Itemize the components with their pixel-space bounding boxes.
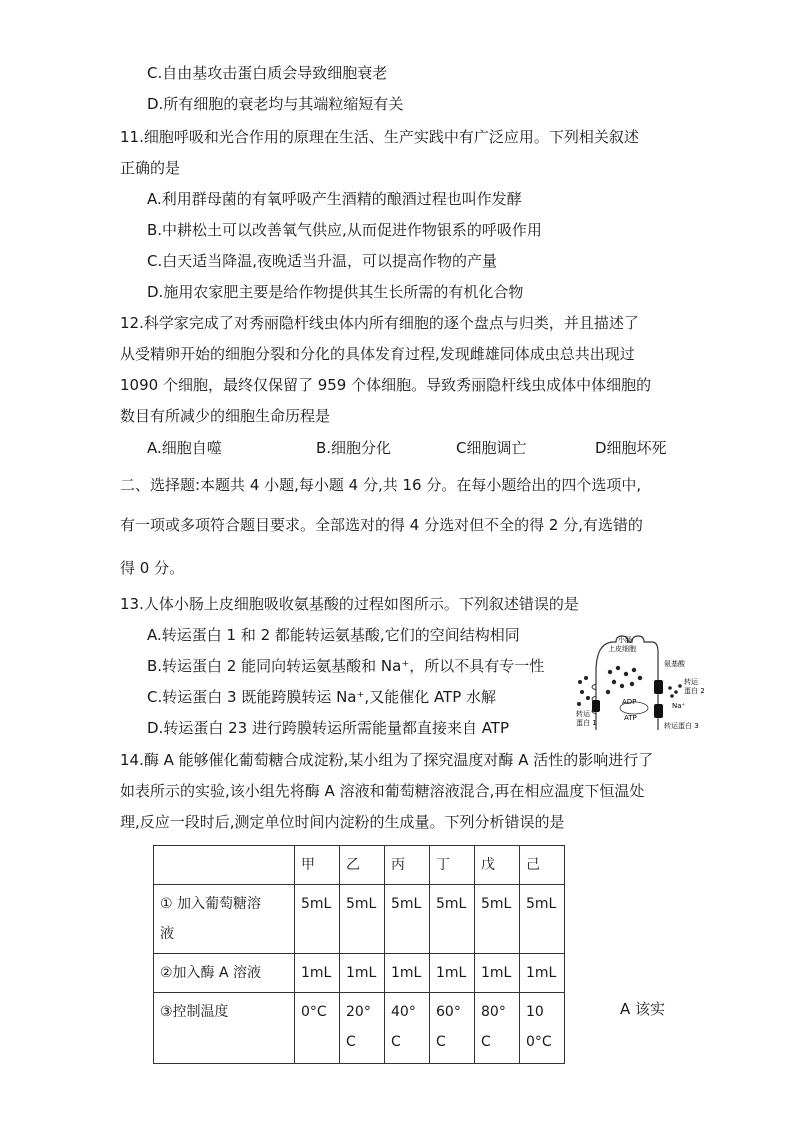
table-cell: 5mL <box>295 885 340 954</box>
table-header-cell: 丁 <box>430 846 475 885</box>
label-t2-2: 蛋白 2 <box>684 687 705 695</box>
label-atp: ATP <box>624 714 637 722</box>
q14-side-note: A 该实 <box>620 1000 666 1018</box>
particles-inside <box>606 666 642 694</box>
table-row <box>154 885 565 954</box>
row-label-line: ① 加入葡萄糖溶 <box>160 896 262 912</box>
label-adp: ADP <box>622 698 637 706</box>
section2-line3: 得 0 分。 <box>120 559 185 577</box>
table-cell: 5mL <box>340 885 385 954</box>
transporter-1 <box>592 700 600 712</box>
table-cell: 1mL <box>430 954 475 993</box>
q13-stem: 13.人体小肠上皮细胞吸收氨基酸的过程如图所示。下列叙述错误的是 <box>120 595 579 613</box>
table-cell: 0°C <box>295 993 340 1064</box>
table-row-label: ③控制温度 <box>154 993 295 1064</box>
row-label-line: 液 <box>160 926 174 942</box>
table-header-cell <box>154 846 295 885</box>
section2-line2: 有一项或多项符合题目要求。全部选对的得 4 分选对但不全的得 2 分,有选错的 <box>120 516 643 534</box>
particles-right <box>668 684 682 698</box>
q13-option-b: B.转运蛋白 2 能同向转运氨基酸和 Na⁺，所以不具有专一性 <box>147 657 545 675</box>
label-cell-2: 上皮细胞 <box>608 645 636 653</box>
table-header-row <box>154 846 565 885</box>
section2-line1: 二、选择题:本题共 4 小题,每小题 4 分,共 16 分。在每小题给出的四个选项中, <box>120 476 642 494</box>
particles-left <box>577 676 590 706</box>
q11-option-a: A.利用群母菌的有氧呼吸产生酒精的酿酒过程也叫作发酵 <box>147 190 522 208</box>
table-row-label: ②加入酶 A 溶液 <box>154 954 295 993</box>
table-header-cell: 丙 <box>385 846 430 885</box>
table-cell: 1mL <box>340 954 385 993</box>
q12-option-d: D细胞坏死 <box>595 439 667 457</box>
transporter-2 <box>654 680 663 694</box>
table-cell: 5mL <box>475 885 520 954</box>
q12-stem-line4: 数目有所减少的细胞生命历程是 <box>120 407 331 425</box>
table-cell: 5mL <box>385 885 430 954</box>
table-header-cell: 甲 <box>295 846 340 885</box>
label-t1-1: 转运 <box>576 710 590 718</box>
table-cell: 5mL <box>430 885 475 954</box>
q10-option-c: C.自由基攻击蛋白质会导致细胞衰老 <box>147 64 388 82</box>
q13-option-d: D.转运蛋白 23 进行跨膜转运所需能量都直接来自 ATP <box>147 719 510 737</box>
table-header-cell: 乙 <box>340 846 385 885</box>
table-cell: 60°C <box>430 993 475 1064</box>
q12-option-c: C细胞调亡 <box>456 439 527 457</box>
q14-stem-line3: 理,反应一段时后,测定单位时间内淀粉的生成量。下列分析错误的是 <box>120 813 565 831</box>
transport-diagram <box>574 632 714 732</box>
table-header-cell: 戊 <box>475 846 520 885</box>
q12-stem-line3: 1090 个细胞，最终仅保留了 959 个体细胞。导致秀丽隐杆线虫成体中体细胞的 <box>120 376 652 394</box>
q11-option-d: D.施用农家肥主要是给作物提供其生长所需的有机化合物 <box>147 283 524 301</box>
q13-option-c: C.转运蛋白 3 既能跨膜转运 Na⁺,又能催化 ATP 水解 <box>147 688 497 706</box>
label-na: Na⁺ <box>672 702 686 710</box>
label-amino: 氨基酸 <box>664 660 685 668</box>
q12-option-a: A.细胞自噬 <box>147 439 222 457</box>
label-t3: 转运蛋白 3 <box>664 722 699 730</box>
label-cell-1: 小肠 <box>618 636 632 644</box>
table-cell: 100°C <box>520 993 565 1064</box>
q10-option-d: D.所有细胞的衰老均与其端粒缩短有关 <box>147 95 404 113</box>
table-cell: 1mL <box>385 954 430 993</box>
table-cell: 1mL <box>475 954 520 993</box>
q11-stem-line2: 正确的是 <box>120 159 181 177</box>
table-cell: 40°C <box>385 993 430 1064</box>
q12-option-b: B.细胞分化 <box>316 439 392 457</box>
q14-stem-line1: 14.酶 A 能够催化葡萄糖合成淀粉,某小组为了探究温度对酶 A 活性的影响进行了 <box>120 751 654 769</box>
table-row <box>154 993 565 1064</box>
table-cell: 1mL <box>295 954 340 993</box>
label-t1-2: 蛋白 1 <box>576 719 597 727</box>
table-header-cell: 己 <box>520 846 565 885</box>
table-cell: 1mL <box>520 954 565 993</box>
q11-option-b: B.中耕松土可以改善氧气供应,从而促进作物银系的呼吸作用 <box>147 221 542 239</box>
q11-stem-line1: 11.细胞呼吸和光合作用的原理在生活、生产实践中有广泛应用。下列相关叙述 <box>120 128 639 146</box>
q14-stem-line2: 如表所示的实验,该小组先将酶 A 溶液和葡萄糖溶液混合,再在相应温度下恒温处 <box>120 782 645 800</box>
q12-stem-line1: 12.科学家完成了对秀丽隐杆线虫体内所有细胞的逐个盘点与归类，并且描述了 <box>120 314 639 332</box>
experiment-table <box>153 845 565 1064</box>
table-cell: 5mL <box>520 885 565 954</box>
table-row <box>154 954 565 993</box>
table-row-label <box>154 885 295 954</box>
q12-stem-line2: 从受精卵开始的细胞分裂和分化的具体发育过程,发现雌雄同体成虫总共出现过 <box>120 345 635 363</box>
label-t2-1: 转运 <box>684 678 698 686</box>
table-cell: 80°C <box>475 993 520 1064</box>
q13-option-a: A.转运蛋白 1 和 2 都能转运氨基酸,它们的空间结构相同 <box>147 626 520 644</box>
transporter-3 <box>654 704 663 718</box>
q11-option-c: C.白天适当降温,夜晚适当升温，可以提高作物的产量 <box>147 252 498 270</box>
table-cell: 20°C <box>340 993 385 1064</box>
